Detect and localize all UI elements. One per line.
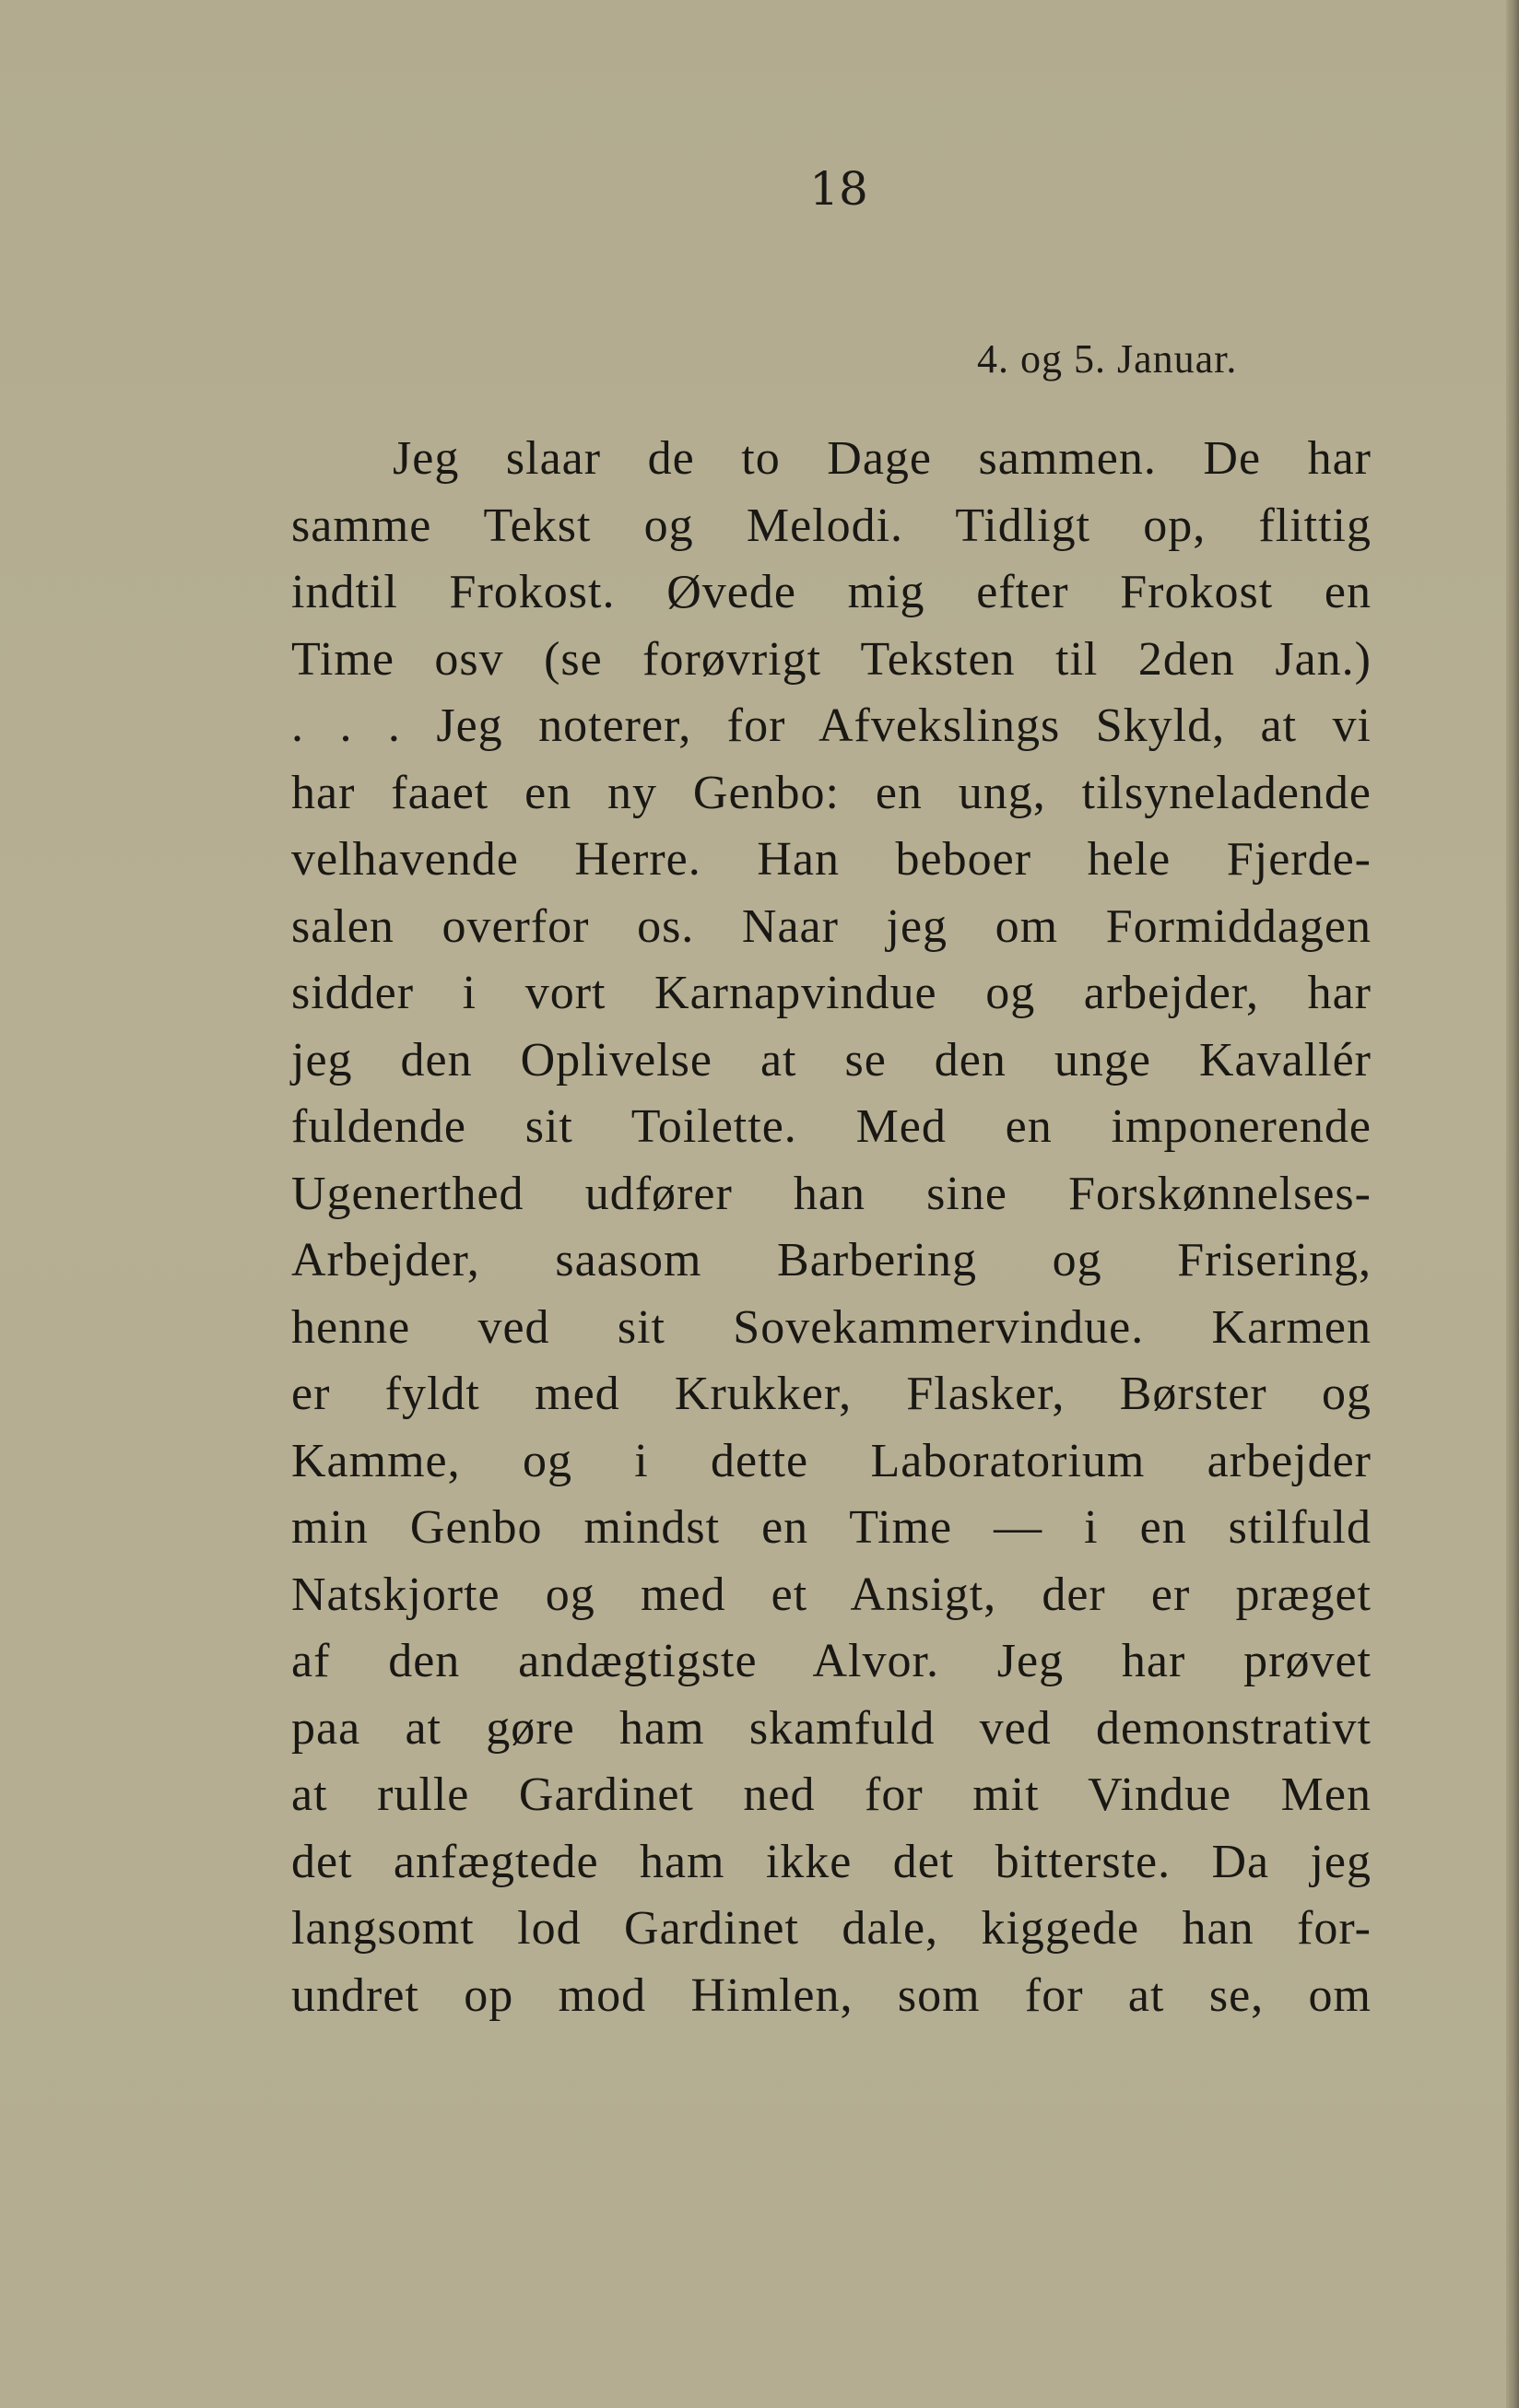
body-text [291, 426, 1372, 2029]
text-line: paa at gøre ham skamfuld ved demonstrativt [291, 1701, 1372, 1755]
text-line: at rulle Gardinet ned for mit Vindue Men [291, 1768, 1372, 1821]
text-line: fuldende sit Toilette. Med en imponerende [291, 1100, 1372, 1153]
text-line: sidder i vort Karnapvindue og arbejder, har [291, 967, 1372, 1019]
text-line: Kamme, og i dette Laboratorium arbejder [291, 1434, 1372, 1487]
text-line: det anfægtede ham ikke det bitterste. Da jeg [291, 1835, 1372, 1888]
text-line: langsomt lod Gardinet dale, kiggede han for- [291, 1902, 1372, 1955]
page-edge [1506, 0, 1519, 2408]
text-line: . . . Jeg noterer, for Afvekslings Skyld, at vi [291, 699, 1372, 752]
page-number: 18 [809, 162, 868, 216]
text-line: Ugenerthed udfører han sine Forskønnelses- [291, 1167, 1372, 1220]
text-line: Natskjorte og med et Ansigt, der er præget [291, 1568, 1372, 1621]
text-line: Arbejder, saasom Barbering og Frisering, [291, 1234, 1372, 1286]
text-line: henne ved sit Sovekammervindue. Karmen [291, 1300, 1372, 1354]
text-line: Jeg slaar de to Dage sammen. De har [393, 432, 1372, 485]
text-line: velhavende Herre. Han beboer hele Fjerde- [291, 833, 1372, 886]
text-line: har faaet en ny Genbo: en ung, tilsyneladende [291, 766, 1372, 819]
text-line: salen overfor os. Naar jeg om Formiddagen [291, 899, 1372, 953]
text-line: undret op mod Himlen, som for at se, om [291, 1968, 1372, 2022]
text-line: samme Tekst og Melodi. Tidligt op, flittig [291, 499, 1372, 552]
text-line: er fyldt med Krukker, Flasker, Børster og [291, 1368, 1372, 1420]
text-line: indtil Frokost. Øvede mig efter Frokost en [291, 566, 1372, 618]
date-heading: 4. og 5. Januar. [977, 336, 1238, 382]
text-line: af den andægtigste Alvor. Jeg har prøvet [291, 1635, 1372, 1687]
text-line: min Genbo mindst en Time — i en stilfuld [291, 1501, 1372, 1554]
text-line: Time osv (se forøvrigt Teksten til 2den Jan.) [291, 632, 1372, 686]
text-line: jeg den Oplivelse at se den unge Kavallér [291, 1033, 1372, 1087]
